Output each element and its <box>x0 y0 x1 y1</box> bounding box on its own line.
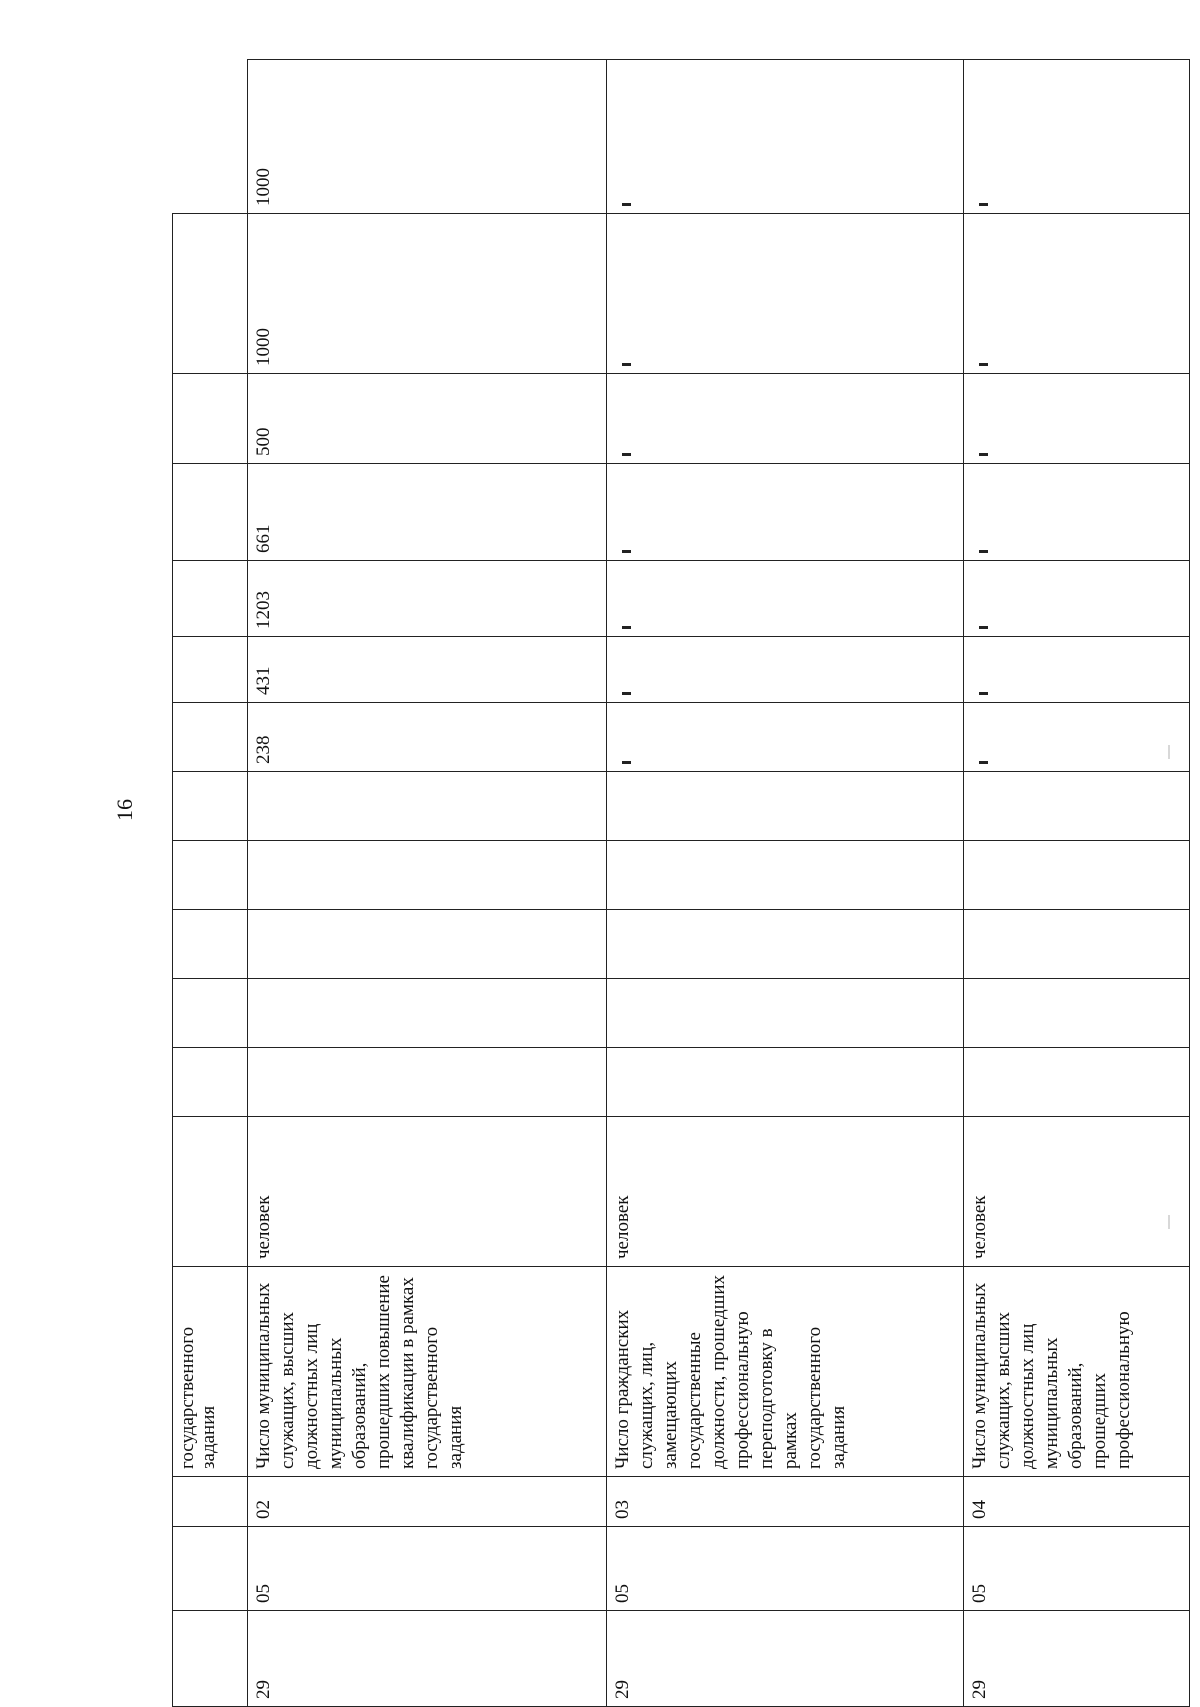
value-cell <box>248 1048 607 1117</box>
value-cell: 1000 <box>248 60 607 214</box>
code-cell: 02 <box>248 1477 607 1527</box>
code-cell <box>173 1477 248 1527</box>
value-cell <box>963 464 1189 561</box>
value-cell <box>963 979 1189 1048</box>
table-row <box>607 60 964 1707</box>
value-cell <box>173 374 248 464</box>
value-cell <box>248 910 607 979</box>
value-cell <box>173 1048 248 1117</box>
value-cell <box>963 60 1189 214</box>
table-row <box>963 60 1189 1707</box>
value-cell <box>607 1048 964 1117</box>
value-cell <box>963 1048 1189 1117</box>
value-cell <box>173 910 248 979</box>
value-cell <box>173 637 248 703</box>
dash-mark <box>979 761 988 764</box>
value-cell <box>607 214 964 374</box>
value-cell <box>607 772 964 841</box>
value-cell <box>248 772 607 841</box>
data-table <box>172 59 1190 1707</box>
value-cell <box>607 637 964 703</box>
dash-mark <box>979 692 988 695</box>
value-cell <box>173 841 248 910</box>
unit-cell: человек <box>607 1117 964 1267</box>
dash-mark <box>622 761 631 764</box>
value-cell <box>173 703 248 772</box>
value-cell <box>607 464 964 561</box>
dash-mark <box>979 550 988 553</box>
code-cell: 03 <box>607 1477 964 1527</box>
code-cell: 05 <box>963 1527 1189 1611</box>
dash-mark <box>622 626 631 629</box>
code-cell: 04 <box>963 1477 1189 1527</box>
value-cell <box>963 841 1189 910</box>
value-cell: 1000 <box>248 214 607 374</box>
dash-mark <box>979 453 988 456</box>
code-cell <box>173 1527 248 1611</box>
value-cell <box>173 464 248 561</box>
value-cell <box>607 979 964 1048</box>
value-cell <box>607 910 964 979</box>
dash-mark <box>979 626 988 629</box>
dash-mark <box>622 550 631 553</box>
value-cell <box>607 841 964 910</box>
dash-mark <box>622 692 631 695</box>
value-cell: 431 <box>248 637 607 703</box>
description-cell: Число гражданских служащих, лиц, замещающих государственные должности, прошедших профессиональную переподготовку в рамках государственного задания <box>607 1267 964 1477</box>
page-number: 16 <box>112 799 137 821</box>
dash-mark <box>622 363 631 366</box>
value-cell <box>607 60 964 214</box>
unit-cell: человек <box>963 1117 1189 1267</box>
value-cell <box>248 979 607 1048</box>
value-cell <box>607 374 964 464</box>
table-row <box>248 60 607 1707</box>
unit-cell: человек <box>248 1117 607 1267</box>
value-cell <box>173 772 248 841</box>
code-cell: 29 <box>963 1611 1189 1707</box>
code-cell: 05 <box>248 1527 607 1611</box>
dash-mark <box>622 203 631 206</box>
indicator-table <box>172 59 1190 1707</box>
code-cell <box>173 1611 248 1707</box>
code-cell: 29 <box>248 1611 607 1707</box>
value-cell <box>173 561 248 637</box>
value-cell <box>963 772 1189 841</box>
value-cell <box>963 910 1189 979</box>
code-cell: 05 <box>607 1527 964 1611</box>
value-cell: 661 <box>248 464 607 561</box>
value-cell <box>248 841 607 910</box>
value-cell: 500 <box>248 374 607 464</box>
dash-mark <box>622 453 631 456</box>
code-cell: 29 <box>607 1611 964 1707</box>
value-cell <box>963 561 1189 637</box>
value-cell <box>963 214 1189 374</box>
value-cell <box>173 214 248 374</box>
description-cell: Число муниципальных служащих, высших должностных лиц муниципальных образований, прошедших повышение квалификации в рамках государственного задания <box>248 1267 607 1477</box>
description-cell: Число муниципальных служащих, высших должностных лиц муниципальных образований, прошедших профессиональную <box>963 1267 1189 1477</box>
value-cell <box>963 703 1189 772</box>
value-cell <box>607 703 964 772</box>
value-cell <box>173 979 248 1048</box>
value-cell <box>963 374 1189 464</box>
dash-mark <box>979 203 988 206</box>
description-cell: государственного задания <box>173 1267 248 1477</box>
value-cell: 1203 <box>248 561 607 637</box>
table-row-continuation <box>173 60 248 1707</box>
value-cell <box>963 637 1189 703</box>
dash-mark <box>979 363 988 366</box>
value-cell: 238 <box>248 703 607 772</box>
unit-cell <box>173 1117 248 1267</box>
value-cell <box>607 561 964 637</box>
